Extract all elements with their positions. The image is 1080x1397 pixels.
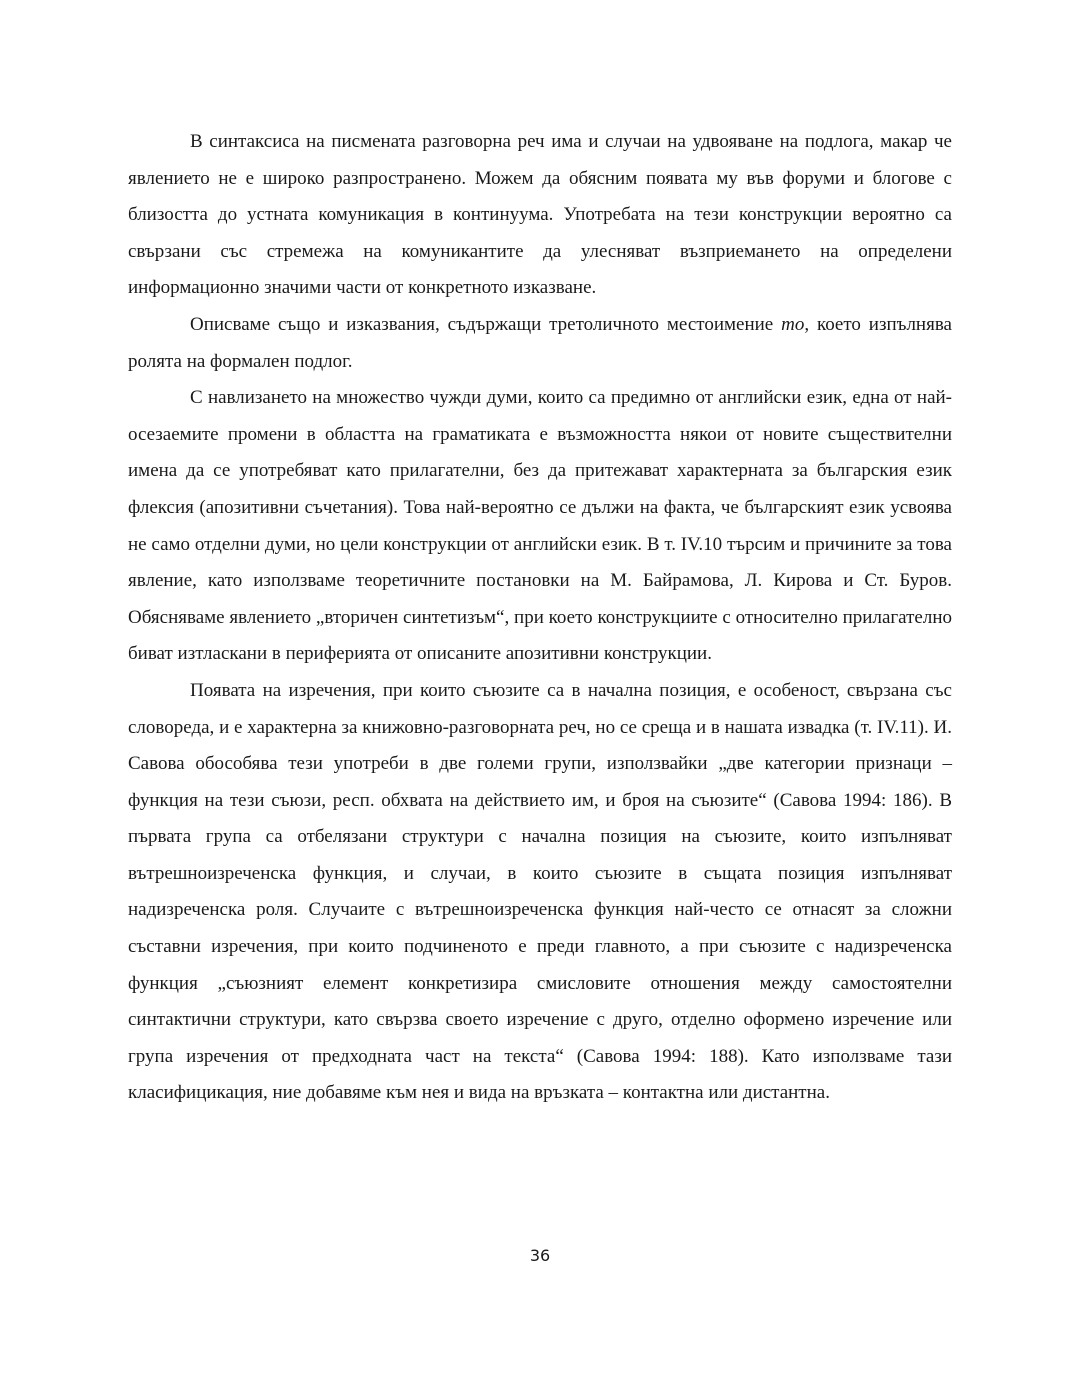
paragraph-4: Появата на изречения, при които съюзите са в начална позиция, е особеност, свързана със словореда, и е характерна за книжовно-разговорната реч, но се среща и в нашата извадка (т. IV.11). И. Савова обособява тези употреби в две големи групи, използвайки „две категории признаци – функция на тези съюзи, респ. обхвата на действието им, и броя на съюзите“ (Савова 1994: 186). В първата група са отбелязани структури с начална позиция на съюзите, които изпълняват вътрешноизреченска функция, и случаи, в които съюзите в същата позиция изпълняват надизреченска роля. Случаите с вътрешноизреченска функция най-често се отнасят за сложни съставни изречения, при които подчиненото е преди главното, а при съюзите с надизреченска функция „съюзният елемент конкретизира смисловите отношения между самостоятелни синтактични структури, като свързва своето изречение с друго, отделно оформено изречение или група изречения от предходната част на текста“ (Савова 1994: 188). Като използваме тази класифицикация, ние добавяме към нея и вида на връзката – контактна или дистантна. [128,679,952,1104]
paragraph-1: В синтаксиса на писмената разговорна реч има и случаи на удвояване на подлога, макар че явлението не е широко разпространено. Можем да обясним появата му във форуми и блогове с близостта до устната комуникация в континуума. Употребата на тези конструкции вероятно са свързани със стремежа на комуникантите да улесняват възприемането на определени информационно значими части от конкретното изказване. [128,131,952,299]
italic-pronoun: то [781,313,805,335]
paragraph-2-text-before: Описваме също и изказвания, съдържащи третоличното местоимение [190,313,782,335]
paragraph-2-text-after: , което изпълнява ролята на формален подлог. [128,313,952,372]
paragraph-2 [128,307,952,380]
page-number: 36 [529,1246,551,1265]
body-text [128,124,952,1112]
paragraph-3: С навлизането на множество чужди думи, които са предимно от английски език, една от най-осезаемите промени в областта на граматиката е възможността някои от новите съществителни имена да се употребяват като прилагателни, без да притежават характерната за българския език флексия (апозитивни съчетания). Това най-вероятно се дължи на факта, че българският език усвоява не само отделни думи, но цели конструкции от английски език. В т. IV.10 търсим и причините за това явление, като използваме теоретичните постановки на М. Байрамова, Л. Кирова и Ст. Буров. Обясняваме явлението „вторичен синтетизъм“, при което конструкциите с относително прилагателно биват изтласкани в периферията от описаните апозитивни конструкции. [128,387,952,665]
